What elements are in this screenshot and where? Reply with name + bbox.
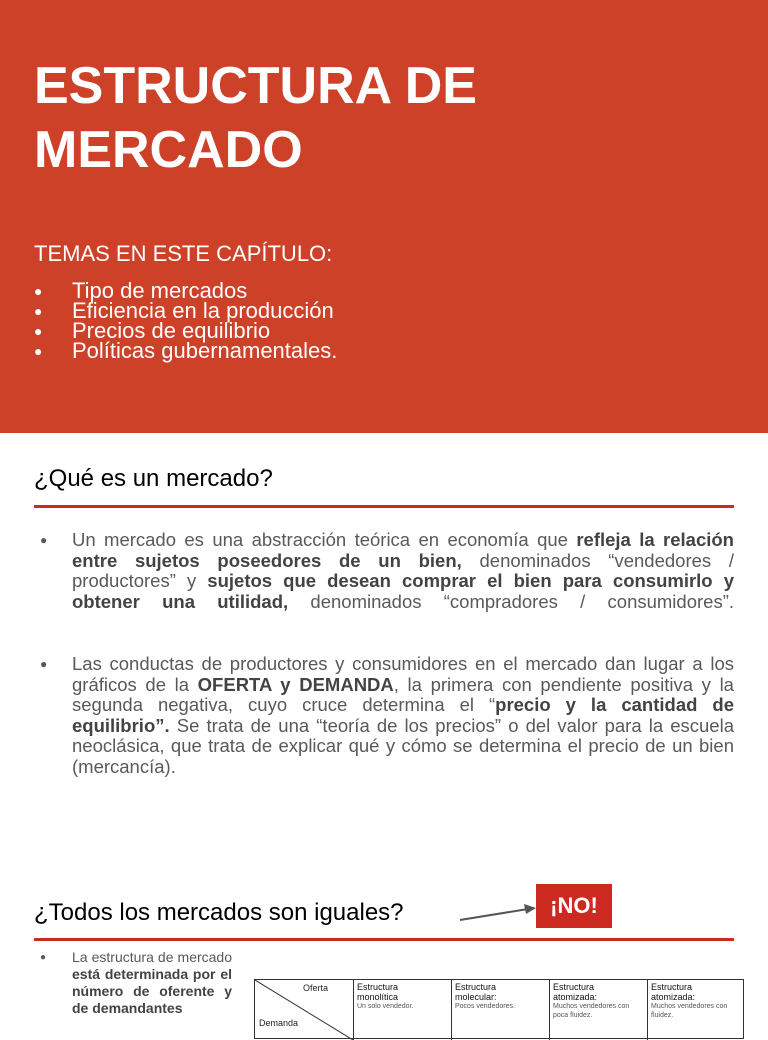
list-item: ● Precios de equilibrio	[34, 318, 271, 343]
bullet-icon: ●	[34, 283, 43, 299]
corner-label-demanda: Demanda	[259, 1018, 299, 1028]
title-slide	[0, 0, 768, 433]
paragraph-definition: Un mercado es una abstracción teórica en economía que refleja la relación entre sujetos poseedores de un bien, denominados “vendedores / productores” y sujetos que desean comprar el bien para consumirlo y obtener una utilidad, denominados “compradores / consumidores”.	[72, 529, 735, 612]
list-item: ● Políticas gubernamentales.	[34, 338, 338, 363]
bullet-icon: ●	[40, 533, 48, 547]
table-corner-cell	[255, 980, 353, 1040]
table-header-cell: Estructura monolítica Un solo vendedor.	[353, 980, 451, 1040]
list-item: ● Tipo de mercados	[34, 278, 248, 303]
bullet-icon: ●	[40, 657, 48, 671]
market-structure-table	[254, 979, 744, 1039]
arrow-icon	[458, 900, 538, 924]
corner-label-oferta: Oferta	[303, 983, 329, 993]
no-badge: ¡NO!	[536, 884, 612, 928]
paragraph-oferta-demanda: Las conductas de productores y consumidores en el mercado dan lugar a los gráficos de la OFERTA y DEMANDA, la primera con pendiente positiva y la segunda negativa, cuyo cruce determina el “precio y la cantidad de equilibrio”. Se trata de una “teoría de los precios” o del valor para la escuela neoclásica, que trata de explicar qué y cómo se determina el precio de un bien (mercancía).	[72, 653, 734, 777]
heading-divider	[34, 938, 734, 941]
topics-list	[34, 278, 338, 363]
table-header-cell: Estructura molecular: Pocos vendedores.	[451, 980, 549, 1040]
topics-heading: TEMAS EN ESTE CAPÍTULO:	[34, 241, 333, 266]
section-heading-que-es: ¿Qué es un mercado?	[34, 465, 273, 492]
heading-divider	[34, 505, 734, 508]
slide-title	[34, 54, 477, 182]
bullet-icon: ●	[40, 952, 47, 963]
table-header-cell: Estructura atomizada: Muchos vendedores con fluidez.	[647, 980, 743, 1040]
bullet-icon: ●	[34, 303, 43, 319]
slide-title-line-1: ESTRUCTURA DE	[34, 57, 477, 115]
bullet-icon: ●	[34, 323, 43, 339]
slide-title-line-2: MERCADO	[34, 121, 303, 179]
list-item: ● Eficiencia en la producción	[34, 298, 334, 323]
section-heading-iguales: ¿Todos los mercados son iguales?	[34, 899, 404, 926]
paragraph-estructura: La estructura de mercado está determinada por el número de oferente y de demandantes	[72, 949, 232, 1016]
table-header-cell: Estructura atomizada: Muchos vendedores con poca fluidez.	[549, 980, 647, 1040]
bullet-icon: ●	[34, 343, 43, 359]
